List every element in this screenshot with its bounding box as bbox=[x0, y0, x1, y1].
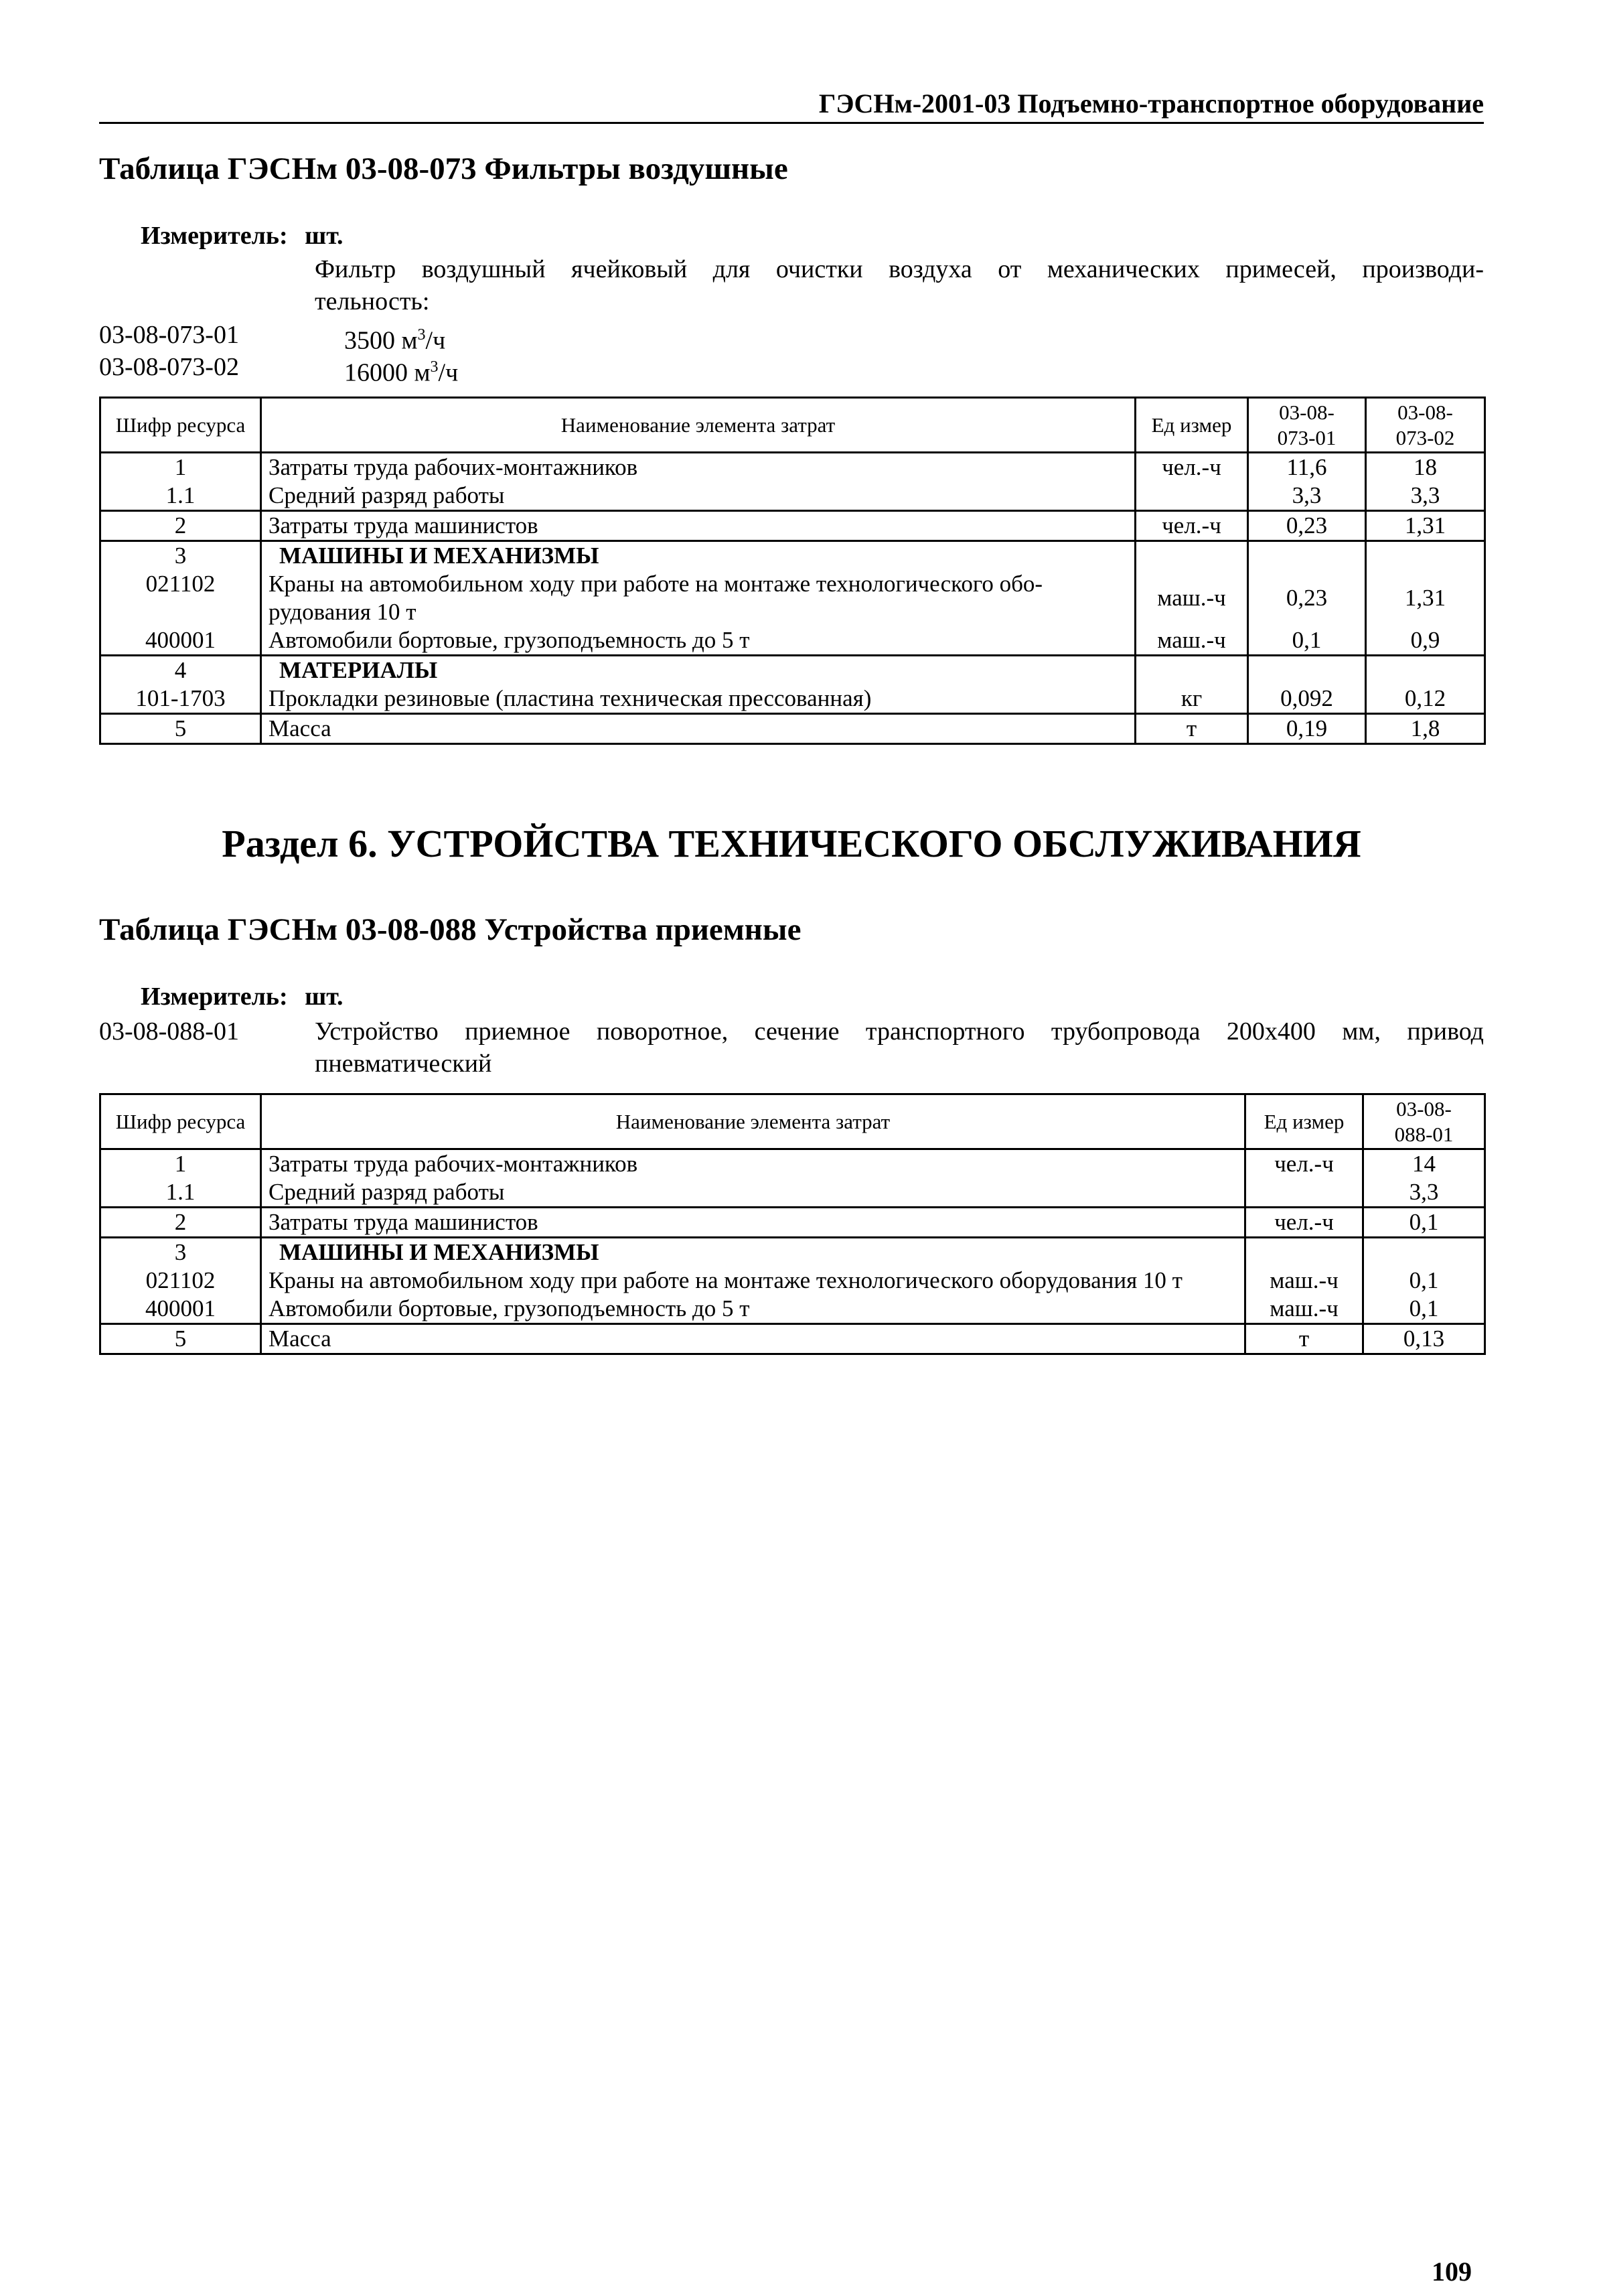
cell-value: 0,23 bbox=[1248, 570, 1366, 626]
cell-code: 021102 bbox=[100, 1267, 261, 1295]
table-row bbox=[100, 626, 1485, 656]
cell-code: 021102 bbox=[100, 570, 261, 626]
table-row bbox=[100, 570, 1485, 626]
cell-unit bbox=[1245, 1178, 1363, 1208]
cell-value: 3,3 bbox=[1363, 1178, 1485, 1208]
cell-name: Затраты труда машинистов bbox=[261, 511, 1136, 541]
cell-name: Автомобили бортовые, грузоподъемность до 5 т bbox=[261, 1295, 1245, 1324]
cell-unit bbox=[1245, 1238, 1363, 1267]
table-row bbox=[100, 1295, 1485, 1324]
header-col1: 03-08- 073-01 bbox=[1248, 398, 1366, 453]
table1-description-line2: тельность: bbox=[315, 287, 430, 315]
cell-code: 5 bbox=[100, 714, 261, 744]
table2-measure bbox=[141, 982, 344, 1011]
cell-unit: чел.-ч bbox=[1136, 511, 1248, 541]
table-header-row bbox=[100, 398, 1485, 453]
cell-unit: маш.-ч bbox=[1136, 570, 1248, 626]
variant-code: 03-08-073-01 bbox=[99, 321, 239, 349]
cell-unit: т bbox=[1136, 714, 1248, 744]
cell-group-heading: МАШИНЫ И МЕХАНИЗМЫ bbox=[261, 1238, 1245, 1267]
cell-value: 14 bbox=[1363, 1149, 1485, 1179]
header-col2: 03-08- 073-02 bbox=[1366, 398, 1485, 453]
cell-unit: маш.-ч bbox=[1245, 1267, 1363, 1295]
cell-value: 0,1 bbox=[1248, 626, 1366, 656]
cell-code: 1 bbox=[100, 453, 261, 482]
cell-name: Масса bbox=[261, 1324, 1245, 1354]
table-row bbox=[100, 1324, 1485, 1354]
section-title: Раздел 6. УСТРОЙСТВА ТЕХНИЧЕСКОГО ОБСЛУЖИВАНИЯ bbox=[222, 822, 1361, 865]
table-row bbox=[100, 714, 1485, 744]
table-row bbox=[100, 511, 1485, 541]
cell-value: 1,31 bbox=[1366, 511, 1485, 541]
cell-name: Средний разряд работы bbox=[261, 1178, 1245, 1208]
table-row bbox=[100, 541, 1485, 571]
header-col1: 03-08- 088-01 bbox=[1363, 1094, 1485, 1149]
header-code: Шифр ресурса bbox=[100, 398, 261, 453]
cell-name: Краны на автомобильном ходу при работе на монтаже технологического оборудования 10 т bbox=[261, 1267, 1245, 1295]
cell-value bbox=[1248, 656, 1366, 685]
measure-unit: шт. bbox=[305, 983, 344, 1011]
table-row bbox=[100, 1208, 1485, 1238]
cell-value bbox=[1366, 541, 1485, 571]
cell-value: 3,3 bbox=[1366, 482, 1485, 511]
cell-code: 1.1 bbox=[100, 482, 261, 511]
table-row bbox=[100, 482, 1485, 511]
table-header-row bbox=[100, 1094, 1485, 1149]
cell-name: Затраты труда рабочих-монтажников bbox=[261, 453, 1136, 482]
table1-description-line1: Фильтр воздушный ячейковый для очистки воздуха от механических примесей, производи- bbox=[315, 255, 1484, 283]
table-row bbox=[100, 1238, 1485, 1267]
cell-name: Масса bbox=[261, 714, 1136, 744]
cell-unit: кг bbox=[1136, 685, 1248, 714]
cell-code: 3 bbox=[100, 1238, 261, 1267]
cell-value: 0,9 bbox=[1366, 626, 1485, 656]
cell-group-heading: МАТЕРИАЛЫ bbox=[261, 656, 1136, 685]
cell-value bbox=[1363, 1238, 1485, 1267]
table2-title: Таблица ГЭСНм 03-08-088 Устройства приемные bbox=[99, 912, 802, 947]
table-row bbox=[100, 453, 1485, 482]
header-name: Наименование элемента затрат bbox=[261, 1094, 1245, 1149]
cell-unit: чел.-ч bbox=[1245, 1208, 1363, 1238]
measure-label: Измеритель: bbox=[141, 983, 288, 1011]
table2-description-line1: Устройство приемное поворотное, сечение транспортного трубопровода 200х400 мм, привод bbox=[315, 1017, 1484, 1046]
cell-code: 2 bbox=[100, 511, 261, 541]
cell-unit bbox=[1136, 541, 1248, 571]
table-row bbox=[100, 685, 1485, 714]
variant-value: 3500 $м^3/ч$ bbox=[344, 326, 446, 355]
cell-code: 1.1 bbox=[100, 1178, 261, 1208]
table2 bbox=[99, 1093, 1486, 1355]
table1-measure bbox=[141, 221, 344, 250]
cell-value: 0,1 bbox=[1363, 1267, 1485, 1295]
cell-code: 2 bbox=[100, 1208, 261, 1238]
cell-code: 4 bbox=[100, 656, 261, 685]
table1 bbox=[99, 397, 1486, 745]
cell-code: 5 bbox=[100, 1324, 261, 1354]
cell-value: 1,31 bbox=[1366, 570, 1485, 626]
header-name: Наименование элемента затрат bbox=[261, 398, 1136, 453]
cell-code: 400001 bbox=[100, 1295, 261, 1324]
cell-unit bbox=[1136, 656, 1248, 685]
cell-value: 0,19 bbox=[1248, 714, 1366, 744]
page-number: 109 bbox=[1432, 2256, 1472, 2287]
cell-name: Затраты труда рабочих-монтажников bbox=[261, 1149, 1245, 1179]
cell-value: 0,23 bbox=[1248, 511, 1366, 541]
cell-value: 3,3 bbox=[1248, 482, 1366, 511]
cell-unit: маш.-ч bbox=[1245, 1295, 1363, 1324]
cell-value: 0,092 bbox=[1248, 685, 1366, 714]
cell-name: Затраты труда машинистов bbox=[261, 1208, 1245, 1238]
cell-unit: чел.-ч bbox=[1136, 453, 1248, 482]
cell-value: 11,6 bbox=[1248, 453, 1366, 482]
table2-code: 03-08-088-01 bbox=[99, 1017, 239, 1046]
table-row bbox=[100, 1267, 1485, 1295]
header-unit: Ед измер bbox=[1245, 1094, 1363, 1149]
table2-description-line2: пневматический bbox=[315, 1050, 492, 1078]
cell-name: Средний разряд работы bbox=[261, 482, 1136, 511]
variant-value: 16000 $м^3/ч$ bbox=[344, 358, 459, 387]
measure-unit: шт. bbox=[305, 222, 344, 250]
header-code: Шифр ресурса bbox=[100, 1094, 261, 1149]
cell-unit bbox=[1136, 482, 1248, 511]
cell-unit: чел.-ч bbox=[1245, 1149, 1363, 1179]
cell-name: Автомобили бортовые, грузоподъемность до 5 т bbox=[261, 626, 1136, 656]
running-head: ГЭСНм-2001-03 Подъемно-транспортное оборудование bbox=[99, 87, 1484, 124]
cell-group-heading: МАШИНЫ И МЕХАНИЗМЫ bbox=[261, 541, 1136, 571]
cell-value: 18 bbox=[1366, 453, 1485, 482]
table-row bbox=[100, 656, 1485, 685]
cell-code: 400001 bbox=[100, 626, 261, 656]
table-row bbox=[100, 1149, 1485, 1179]
cell-code: 101-1703 bbox=[100, 685, 261, 714]
cell-value: 0,13 bbox=[1363, 1324, 1485, 1354]
variant-code: 03-08-073-02 bbox=[99, 353, 239, 381]
measure-label: Измеритель: bbox=[141, 222, 288, 250]
table-row bbox=[100, 1178, 1485, 1208]
cell-name: Прокладки резиновые (пластина техническая прессованная) bbox=[261, 685, 1136, 714]
cell-value: 0,1 bbox=[1363, 1208, 1485, 1238]
cell-value: 1,8 bbox=[1366, 714, 1485, 744]
cell-value: 0,12 bbox=[1366, 685, 1485, 714]
cell-unit: маш.-ч bbox=[1136, 626, 1248, 656]
cell-value: 0,1 bbox=[1363, 1295, 1485, 1324]
cell-code: 1 bbox=[100, 1149, 261, 1179]
cell-name: Краны на автомобильном ходу при работе на монтаже технологического обо-рудования 10 т bbox=[261, 570, 1136, 626]
header-unit: Ед измер bbox=[1136, 398, 1248, 453]
table1-title: Таблица ГЭСНм 03-08-073 Фильтры воздушные bbox=[99, 151, 788, 186]
cell-code: 3 bbox=[100, 541, 261, 571]
cell-value bbox=[1366, 656, 1485, 685]
cell-value bbox=[1248, 541, 1366, 571]
cell-unit: т bbox=[1245, 1324, 1363, 1354]
